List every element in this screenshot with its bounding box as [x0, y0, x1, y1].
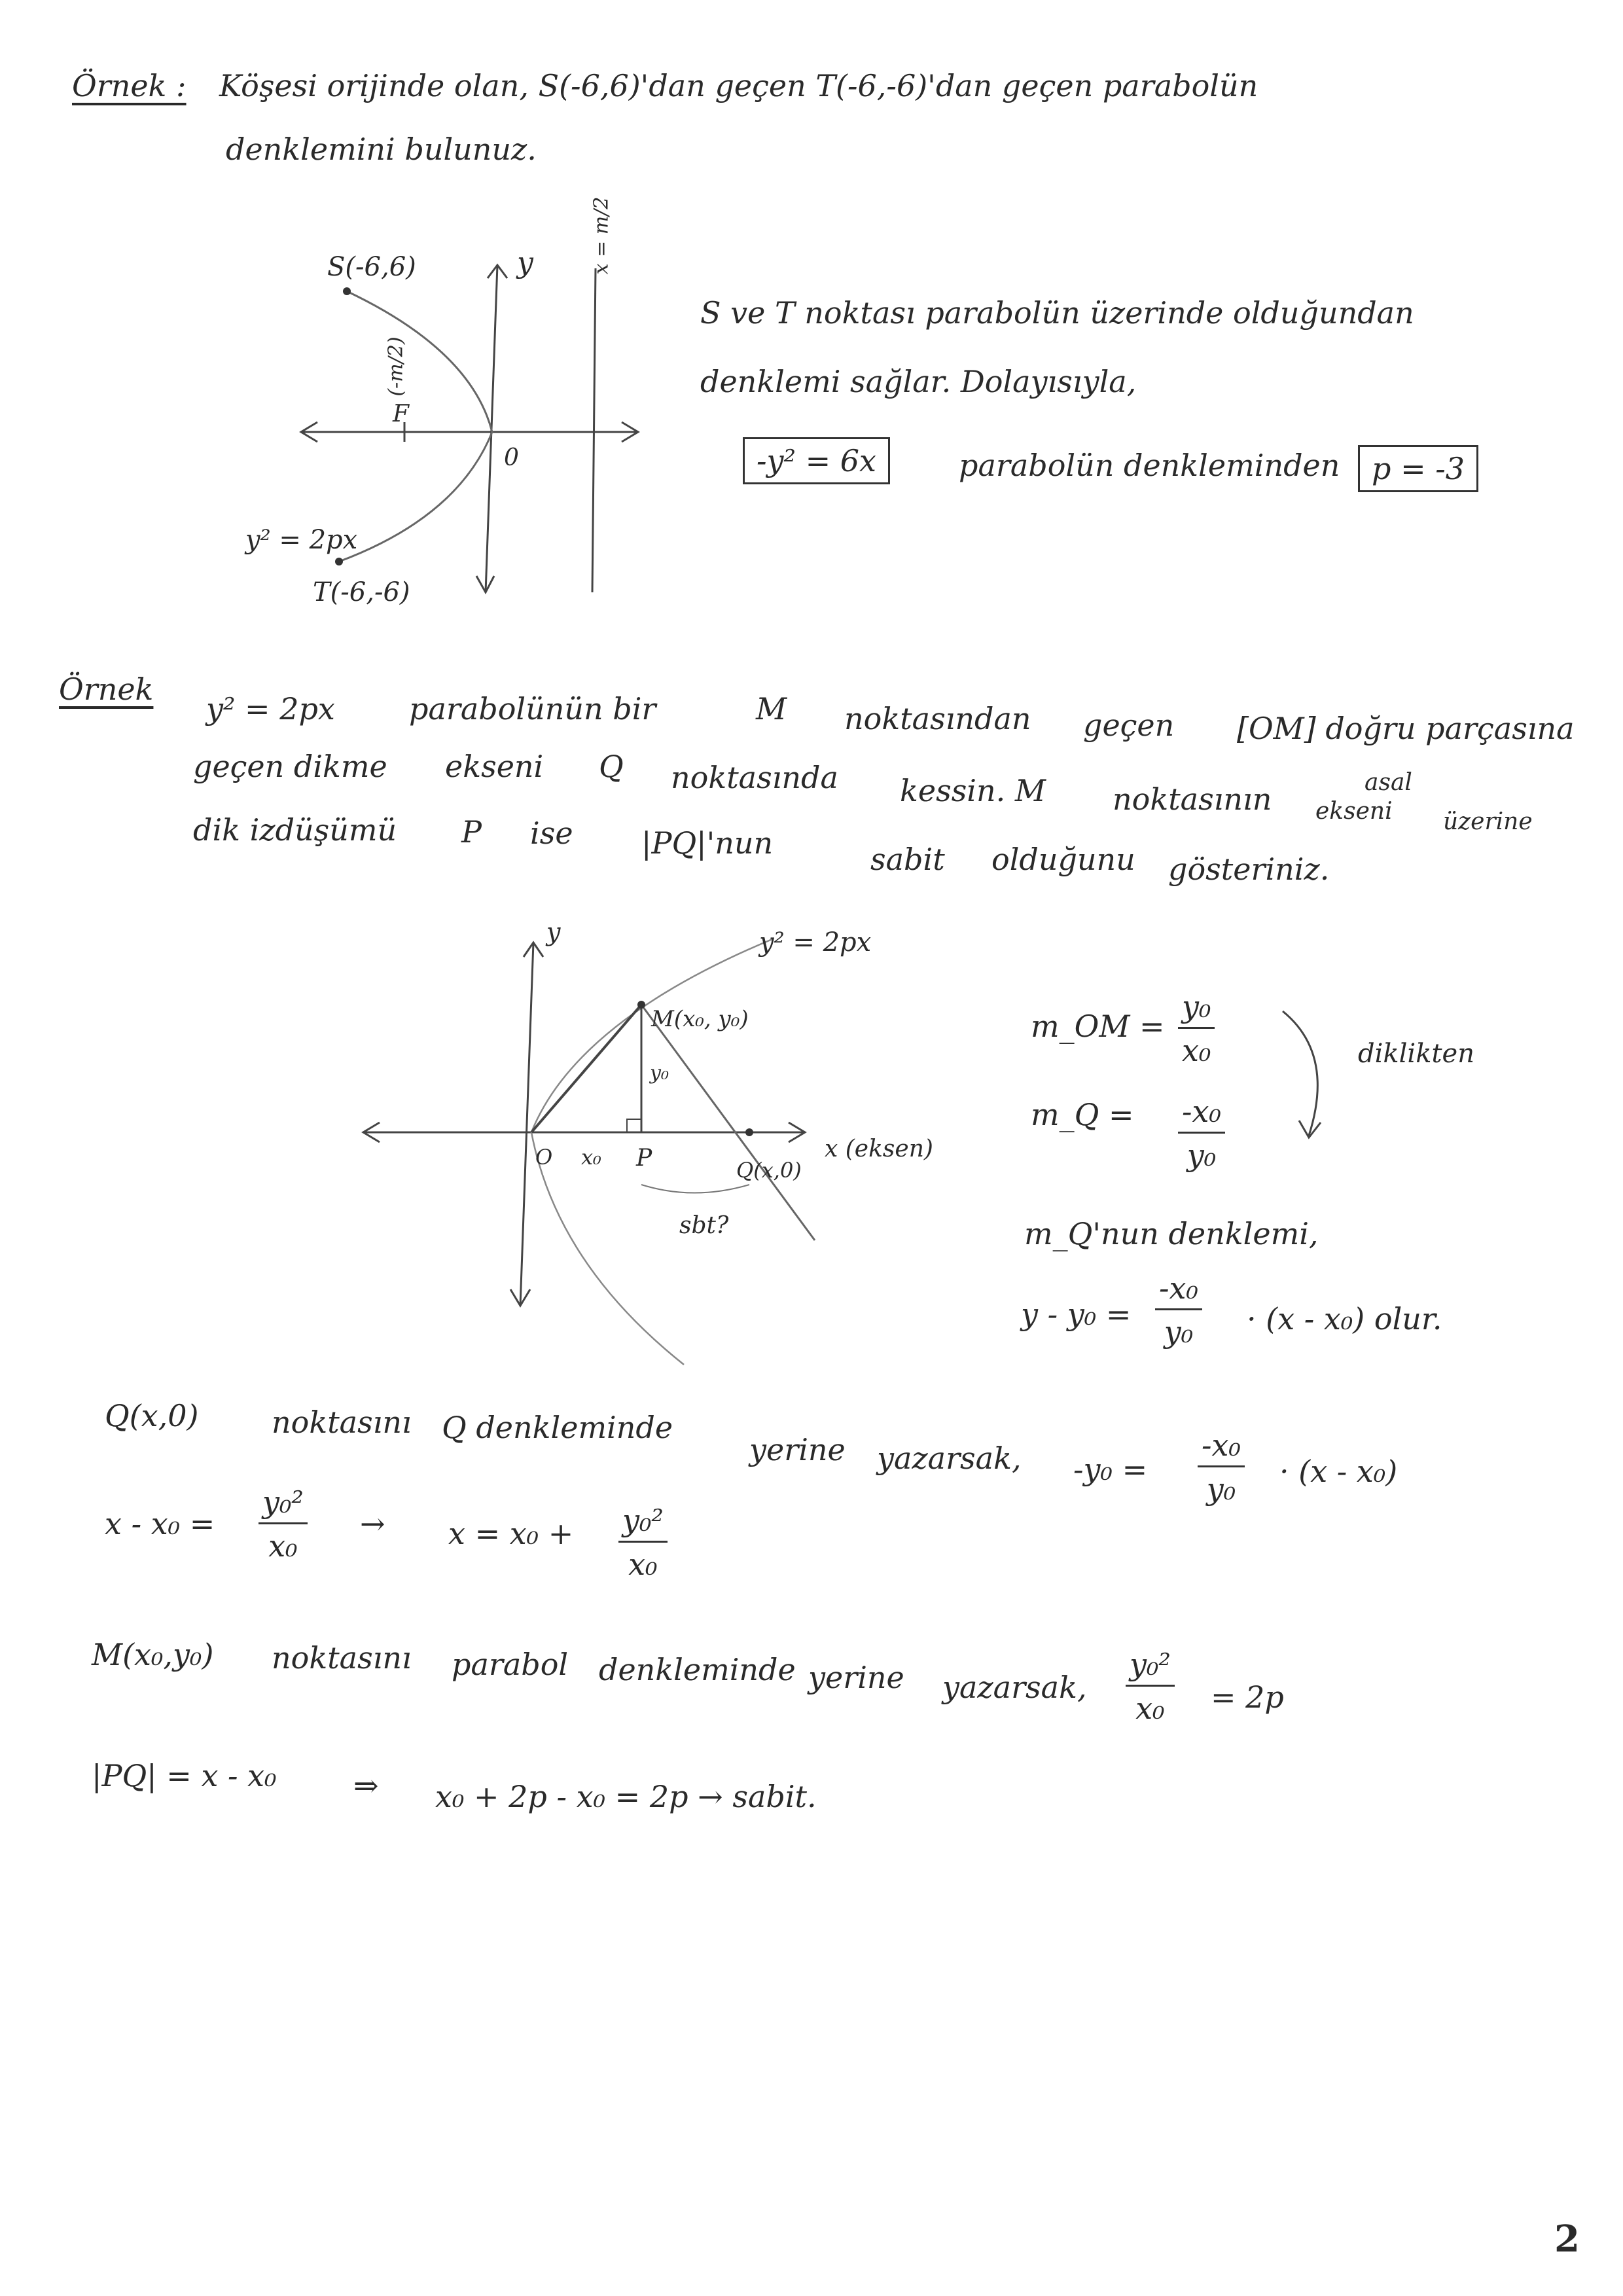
example1-equation-box: -y² = 6x: [743, 437, 890, 484]
step1-b: noktasını: [272, 1405, 412, 1440]
fig2-point-m: [637, 1001, 645, 1009]
example2-line3c: ise: [530, 816, 573, 851]
mq-equation-text: m_Q'nun denklemi,: [1024, 1216, 1319, 1251]
fig2-label-y0: y₀: [650, 1062, 669, 1085]
example2-line2g: asal: [1364, 769, 1412, 796]
fig1-label-s: S(-6,6): [327, 252, 416, 282]
step2-lhs: x - x₀ =: [105, 1506, 215, 1541]
step3-a: M(x₀,y₀): [92, 1637, 214, 1672]
fig2-label-q: Q(x,0): [736, 1158, 802, 1183]
step1-a: Q(x,0): [105, 1398, 199, 1433]
step3-b: noktasını: [272, 1640, 412, 1676]
fig1-label-t: T(-6,-6): [313, 577, 410, 607]
example2-line2h: ekseni: [1315, 798, 1393, 825]
fig2-label-origin: O: [535, 1145, 553, 1170]
step2-num: y₀²: [259, 1487, 308, 1524]
slope-om-num: y₀: [1178, 992, 1215, 1029]
line-eq-lhs: y - y₀ =: [1021, 1297, 1132, 1332]
step1-e: yazarsak,: [877, 1441, 1022, 1476]
diklikten-label: diklikten: [1358, 1039, 1474, 1069]
slope-q-lhs: m_Q =: [1031, 1097, 1134, 1132]
fig2-pq-brace: [641, 1185, 749, 1193]
line-eq-fraction: [1155, 1270, 1202, 1350]
slope-q-fraction: [1178, 1094, 1225, 1173]
fig2-point-q: [745, 1128, 753, 1136]
step2-num2: y₀²: [618, 1505, 668, 1543]
fig2-diklikten-arrow: [1283, 1011, 1317, 1136]
example2-line2i: üzerine: [1443, 808, 1533, 835]
fig2-y-axis: [520, 942, 533, 1306]
example1-problem-line2: denklemini bulunuz.: [226, 132, 537, 167]
slope-q-num: -x₀: [1178, 1096, 1225, 1134]
example2-curve: y² = 2px: [206, 691, 335, 726]
step2-fraction1: [259, 1484, 308, 1564]
fig2-label-p: P: [636, 1145, 652, 1172]
example1-explanation-line2: denklemi sağlar. Dolayısıyla,: [700, 364, 1137, 399]
step2-den: x₀: [268, 1528, 298, 1564]
fig2-segment-om: [531, 1005, 641, 1132]
step1-fraction: [1198, 1427, 1245, 1507]
slope-om-den: x₀: [1182, 1033, 1211, 1068]
example1-problem-line1: Köşesi orijinde olan, S(-6,6)'dan geçen T(-6,-6)'dan geçen parabolün: [219, 68, 1258, 103]
example1-heading: Örnek :: [72, 68, 187, 103]
example2-line1c: noktasından: [844, 701, 1031, 736]
step1-lhs: -y₀ =: [1073, 1452, 1148, 1487]
fig2-label-y: y: [546, 918, 561, 946]
example1-equation-text: parabolün denkleminden: [959, 448, 1340, 483]
step2-den2: x₀: [628, 1547, 658, 1582]
example2-line2b: ekseni: [445, 749, 544, 784]
example2-line2f: noktasının: [1113, 781, 1272, 817]
step3-f: yazarsak,: [942, 1670, 1087, 1705]
example2-line1e: [OM] doğru parçasına: [1237, 711, 1575, 746]
step1-den: y₀: [1206, 1471, 1236, 1507]
example2-line3a: dik izdüşümü: [193, 812, 397, 848]
example2-line3d: |PQ|'nun: [641, 825, 774, 861]
fig1-label-directrix: x = m/2: [590, 196, 613, 275]
step1-num: -x₀: [1198, 1430, 1245, 1467]
example2-line1a: parabolünün bir: [409, 691, 656, 726]
slope-q-den: y₀: [1186, 1138, 1217, 1173]
example1-p-box: p = -3: [1358, 445, 1478, 492]
step3-d: denkleminde: [599, 1652, 796, 1687]
example2-heading: Örnek: [59, 672, 154, 707]
step2-arrow: →: [360, 1506, 385, 1541]
step3-rhs: = 2p: [1211, 1679, 1284, 1715]
example1-explanation-line1: S ve T noktası parabolün üzerinde olduğundan: [700, 295, 1414, 331]
line-eq-den: y₀: [1164, 1314, 1194, 1350]
step4-lhs: |PQ| = x - x₀: [92, 1758, 277, 1793]
example2-line3e: sabit: [870, 842, 945, 877]
fig1-label-y: y: [517, 246, 533, 279]
example2-line3f: olduğunu: [991, 842, 1135, 877]
fig2-right-angle: [627, 1119, 641, 1132]
example2-line1d: geçen: [1083, 708, 1175, 743]
step1-c: Q denkleminde: [442, 1410, 673, 1445]
step2-fraction2: [618, 1503, 668, 1582]
step3-c: parabol: [452, 1647, 569, 1682]
step3-fraction: [1126, 1647, 1175, 1726]
fig2-label-curve: y² = 2px: [759, 927, 872, 958]
step4-arrow: ⇒: [353, 1768, 379, 1803]
example2-line2d: noktasında: [671, 760, 838, 795]
step4-rhs: x₀ + 2p - x₀ = 2p → sabit.: [435, 1779, 817, 1814]
fig2-label-sbt: sbt?: [679, 1212, 729, 1239]
line-eq-rhs: · (x - x₀) olur.: [1247, 1301, 1442, 1336]
fig1-label-origin: 0: [504, 444, 519, 471]
slope-om-lhs: m_OM =: [1031, 1009, 1165, 1044]
fig2-label-x-axis: x (eksen): [825, 1136, 933, 1162]
example2-line3b: P: [461, 814, 482, 850]
example2-line1b: M: [756, 691, 787, 726]
fig1-label-curve: y² = 2px: [245, 525, 358, 555]
example2-line2c: Q: [599, 749, 624, 784]
step2-mid: x = x₀ +: [448, 1516, 574, 1551]
fig2-label-m: M(x₀, y₀): [651, 1006, 749, 1032]
example2-line3g: gösteriniz.: [1168, 852, 1330, 887]
fig1-label-focus: F: [393, 401, 409, 427]
step3-e: yerine: [808, 1660, 904, 1695]
fig1-label-focus-coord: (-m/2): [384, 336, 408, 397]
step3-num: y₀²: [1126, 1649, 1175, 1687]
fig2-label-x0: x₀: [581, 1145, 601, 1170]
line-eq-num: -x₀: [1155, 1273, 1202, 1310]
step1-d: yerine: [749, 1432, 846, 1467]
page-number: 2: [1554, 2217, 1580, 2261]
slope-om-fraction: [1178, 989, 1215, 1068]
example2-line2a: geçen dikme: [193, 749, 387, 784]
step3-den: x₀: [1135, 1691, 1165, 1726]
example2-line2e: kessin. M: [900, 773, 1046, 808]
step1-rhs: · (x - x₀): [1279, 1454, 1398, 1489]
